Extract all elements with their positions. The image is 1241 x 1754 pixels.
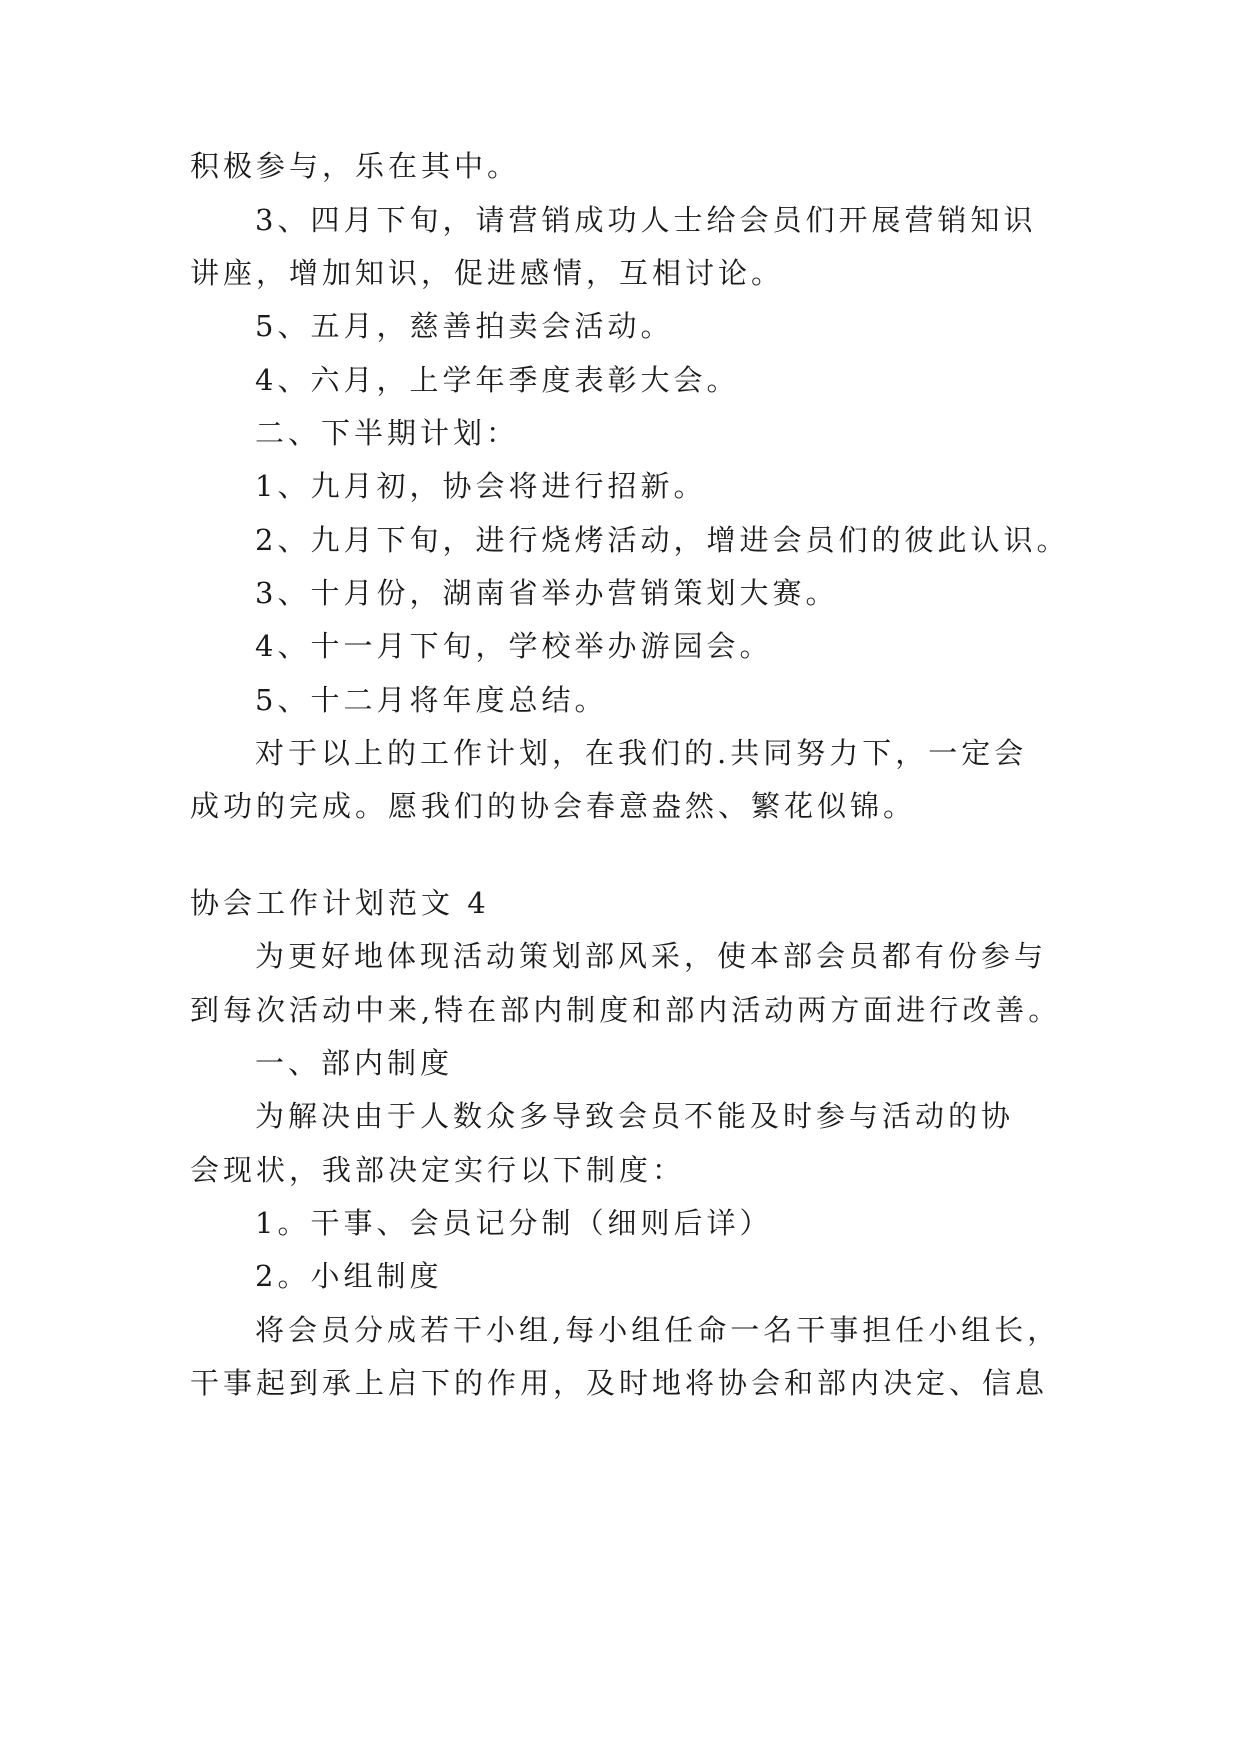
body-text-line: 讲座，增加知识，促进感情，互相讨论。 [190,256,785,290]
section-heading: 二、下半期计划： [255,416,520,450]
list-item: 2、九月下旬，进行烧烤活动，增进会员们的彼此认识。 [255,523,1070,557]
list-item: 5、五月，慈善拍卖会活动。 [255,309,674,343]
list-item: 3、十月份，湖南省举办营销策划大赛。 [255,576,839,610]
body-text-line: 为更好地体现活动策划部风采，使本部会员都有份参与 [255,939,1048,973]
body-text-line: 对于以上的工作计划，在我们的.共同努力下，一定会 [255,736,1028,770]
body-text-line: 干事起到承上启下的作用，及时地将协会和部内决定、信息 [190,1366,1049,1400]
body-text-line: 积极参与，乐在其中。 [190,149,521,183]
list-item: 2。小组制度 [255,1259,443,1293]
body-text-line: 将会员分成若干小组,每小组任命一名干事担任小组长， [255,1313,1061,1347]
list-item: 4、六月，上学年季度表彰大会。 [255,363,740,397]
list-item: 1。干事、会员记分制（细则后详） [255,1206,773,1240]
list-item: 4、十一月下旬，学校举办游园会。 [255,629,773,663]
body-text-line: 会现状，我部决定实行以下制度： [190,1153,686,1187]
article-title: 协会工作计划范文 4 [190,886,490,920]
body-text-line: 到每次活动中来,特在部内制度和部内活动两方面进行改善。 [190,993,1062,1027]
body-text-line: 为解决由于人数众多导致会员不能及时参与活动的协 [255,1099,1015,1133]
list-item: 3、四月下旬，请营销成功人士给会员们开展营销知识 [255,203,1037,237]
list-item: 1、九月初，协会将进行招新。 [255,469,707,503]
body-text-line: 成功的完成。愿我们的协会春意盎然、繁花似锦。 [190,789,917,823]
list-item: 5、十二月将年度总结。 [255,683,608,717]
section-heading: 一、部内制度 [255,1046,454,1080]
